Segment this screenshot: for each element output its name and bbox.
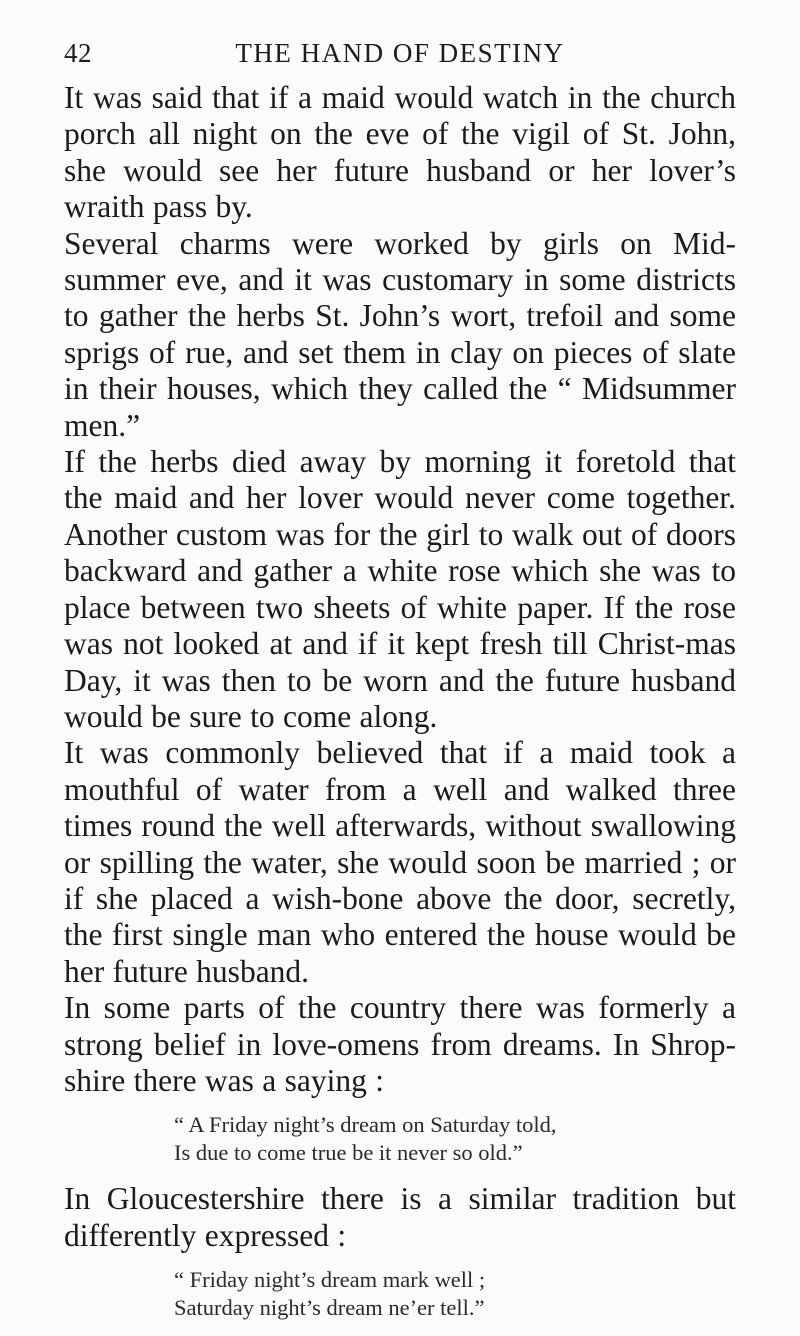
paragraph: In some parts of the country there was formerly a strong belief in love-omens from dreams. In Shrop-shire there was a saying : [64,990,736,1098]
running-title: THE HAND OF DESTINY [235,38,565,68]
verse-quote [64,1266,736,1322]
paragraph: It was said that if a maid would watch in the church porch all night on the eve of the vigil of St. John, she would see her future husband or her lover’s wraith pass by. [64,80,736,225]
page-number: 42 [64,38,92,68]
verse-line: “ A Friday night’s dream on Saturday told, [174,1112,557,1138]
paragraph: If the herbs died away by morning it foretold that the maid and her lover would never come together. Another custom was for the girl to walk out of doors backward and gather a white rose which she was to place between two sheets of white paper. If the rose was not looked at and if it kept fresh till Christ-mas Day, it was then to be worn and the future husband would be sure to come along. [64,444,736,734]
verse-line: Saturday night’s dream ne’er tell.” [174,1295,485,1321]
paragraph: Several charms were worked by girls on Mid-summer eve, and it was customary in some districts to gather the herbs St. John’s wort, trefoil and some sprigs of rue, and set them in clay on pieces of slate in their houses, which they called the “ Midsummer men.” [64,225,736,443]
verse-quote [64,1111,736,1167]
paragraph: In Gloucestershire there is a similar tradition but differently expressed : [64,1181,736,1253]
body-text [64,80,736,1322]
verse-line: Is due to come true be it never so old.” [174,1140,523,1166]
paragraph: It was commonly believed that if a maid took a mouthful of water from a well and walked three times round the well afterwards, without swallowing or spilling the water, she would soon be married ; or if she placed a wish-bone above the door, secretly, the first single man who entered the house would be her future husband. [64,735,736,989]
page-header [64,36,736,76]
verse-line: “ Friday night’s dream mark well ; [174,1267,486,1293]
